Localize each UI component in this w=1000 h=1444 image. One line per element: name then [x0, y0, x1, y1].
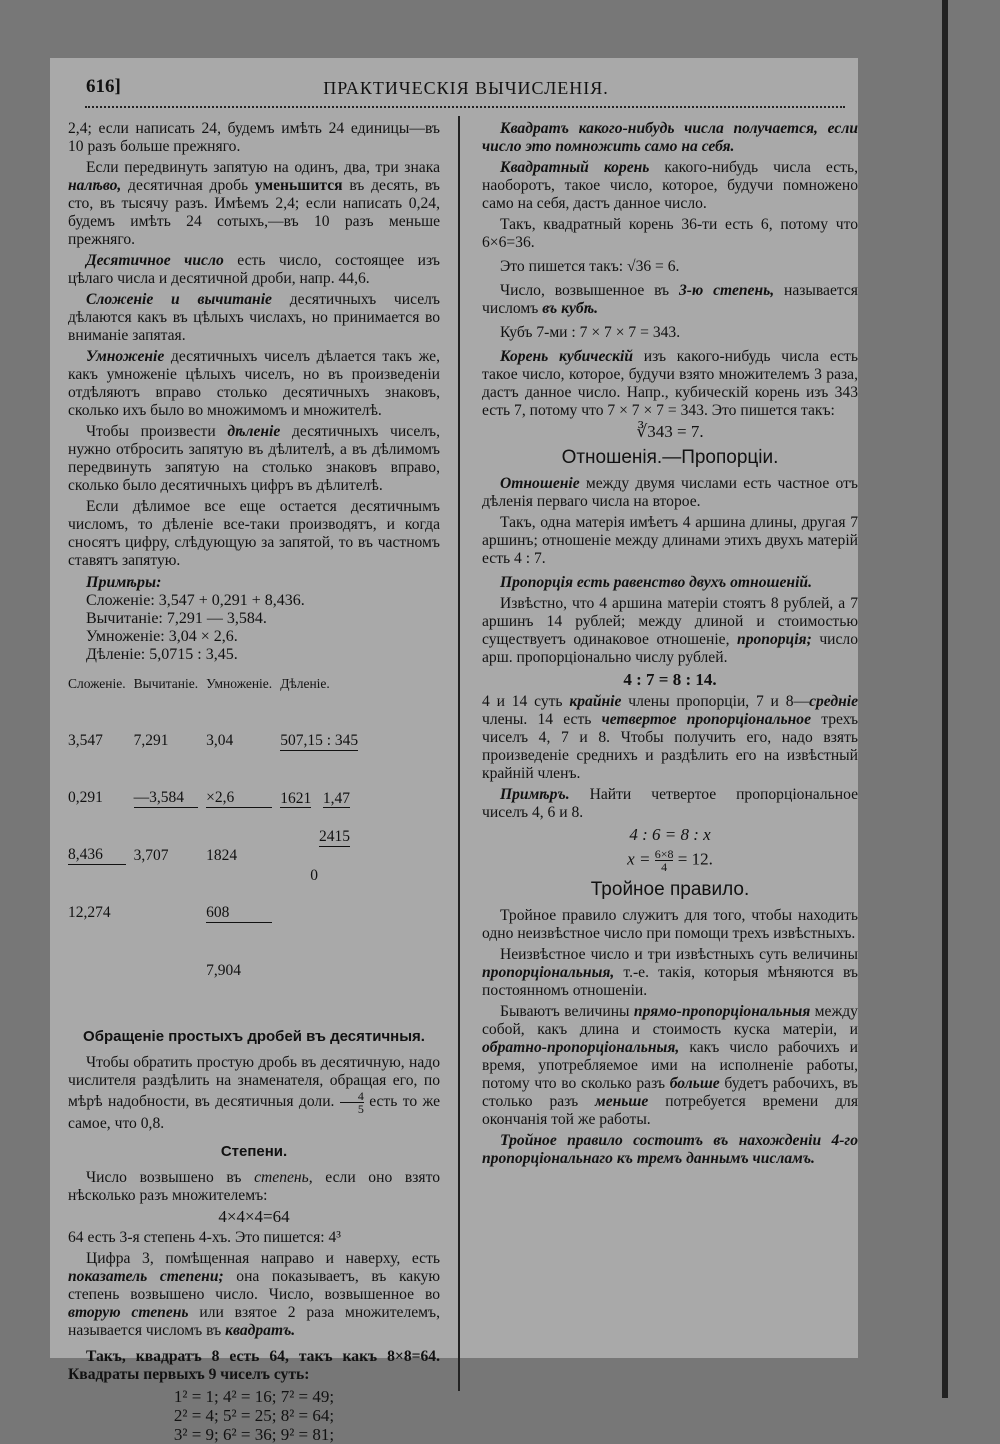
- paragraph: 2,4; если написать 24, будемъ имѣть 24 единицы—въ 10 разъ больше прежняго.: [68, 120, 440, 155]
- example-line: Вычитаніе: 7,291 — 3,584.: [86, 610, 267, 627]
- paragraph: Чтобы обратить простую дробь въ десятичную, надо числителя раздѣлить на знаменателя, обращая его, по мѣрѣ надобности, въ десятичныя доли. $\frac{4}{5}$ есть то же самое, что 0,8.: [68, 1054, 440, 1132]
- formula: 4×4×4=64: [218, 1207, 290, 1226]
- section-title-conversion: Обращеніе простыхъ дробей въ десятичныя.: [83, 1028, 425, 1045]
- multiplication-column: 3,04 ×2,6 1824 608 7,904: [206, 693, 280, 1018]
- running-title: ПРАКТИЧЕСКІЯ ВЫЧИСЛЕНІЯ.: [323, 78, 609, 98]
- paragraph: Если передвинуть запятую на одинъ, два, три знака налѣво, десятичная дробь уменьшится въ десять, въ сто, въ тысячу разъ. Имѣемъ 2,4; если написать 0,24, будемъ имѣть 24 сотыхъ,—въ 10 разъ меньше прежняго.: [68, 159, 440, 248]
- right-column: [482, 120, 858, 1171]
- section-title-triple-rule: Тройное правило.: [590, 879, 750, 900]
- paragraph: Тройное правило состоитъ въ нахожденіи 4-го пропорціональнаго къ тремъ даннымъ числамъ.: [482, 1132, 858, 1167]
- paragraph: Отношеніе между двумя числами есть частное отъ дѣленія перваго числа на второе.: [482, 475, 858, 510]
- book-spine-edge: [942, 0, 948, 1398]
- examples-title: Примѣры:: [86, 574, 162, 591]
- paragraph: Корень кубическій изъ какого-нибудь числа есть такое число, которое, будучи взято множителемъ 3 раза, дастъ данное число. Напр., кубическій корень изъ 343 есть 7, потому что 7 × 7 × 7 = 343. Это пишется такъ:: [482, 348, 858, 419]
- formula: ∛343 = 7.: [636, 422, 704, 441]
- paragraph: Такъ, квадратъ 8 есть 64, такъ какъ 8×8=64. Квадраты первыхъ 9 чиселъ суть:: [68, 1348, 440, 1383]
- page-number: 616]: [86, 76, 121, 97]
- calc-header: Сложеніе.: [68, 676, 126, 691]
- paragraph: Это пишется такъ: √36 = 6.: [500, 258, 680, 275]
- paragraph: Квадратный корень какого-нибудь числа есть, наоборотъ, такое число, которое, будучи помножено само на себя, дастъ данное число.: [482, 159, 858, 212]
- paragraph: Число возвышено въ степень, если оно взято нѣсколько разъ множителемъ:: [68, 1169, 440, 1204]
- paragraph: Бываютъ величины прямо-пропорціональныя между собой, какъ длина и стоимость куска матеріи, и обратно-пропорціональныя, какъ число рабочихъ и время, употребляемое ими на исполненіе работы, потому что во сколько разъ больше будетъ рабочихъ, въ столько разъ меньше потребуется времени для окончанія той же работы.: [482, 1003, 858, 1128]
- column-divider: [458, 116, 460, 1391]
- example-line: Умноженіе: 3,04 × 2,6.: [86, 628, 238, 645]
- fraction: $\frac{6\times 8}{4}$: [654, 847, 674, 874]
- formula: 4 : 7 = 8 : 14.: [623, 670, 717, 689]
- paragraph: Если дѣлимое все еще остается десятичнымъ числомъ, то дѣленіе все-таки производятъ, и когда сносятъ цифру, слѣдующую за запятой, то въ частномъ ставятъ запятую.: [68, 498, 440, 569]
- paragraph: Такъ, квадратный корень 36-ти есть 6, потому что 6×6=36.: [482, 216, 858, 251]
- calc-header: Вычитаніе.: [133, 676, 199, 691]
- examples-block: [68, 574, 440, 664]
- paragraph: Сложеніе и вычитаніе десятичныхъ чиселъ дѣлаются какъ въ цѣлыхъ числахъ, но принимается во вниманіе запятая.: [68, 291, 440, 344]
- example-line: Дѣленіе: 5,0715 : 3,45.: [86, 646, 238, 663]
- paragraph: Извѣстно, что 4 аршина матеріи стоятъ 8 рублей, а 7 аршинъ 14 рублей; между длиной и стоимостью существуетъ одинаковое отношеніе, пропорція; число арш. пропорціонально числу рублей.: [482, 595, 859, 666]
- section-title-powers: Степени.: [220, 1143, 288, 1160]
- page-header: [86, 76, 846, 106]
- paragraph: 64 есть 3-я степень 4-хъ. Это пишется: 4³: [68, 1229, 341, 1246]
- paragraph: Квадратъ какого-нибудь числа получается, если число это помножить само на себя.: [482, 120, 858, 155]
- section-title-relations: Отношенія.—Пропорціи.: [561, 447, 779, 468]
- calc-header: Умноженіе.: [206, 676, 273, 691]
- book-page: [50, 58, 859, 1444]
- fraction: $\frac{4}{5}$: [340, 1090, 364, 1115]
- paragraph: 4 и 14 суть крайніе члены пропорціи, 7 и 8—средніе члены. 14 есть четвертое пропорціональное трехъ чиселъ 4, 7 и 8. Чтобы получить его, надо взять произведеніе среднихъ и раздѣлить его на извѣстный крайній членъ.: [482, 693, 859, 782]
- division-column: 507,15 : 345 1621 1,47 2415 0: [280, 732, 359, 884]
- calculation-table: [68, 674, 366, 1018]
- paragraph: Кубъ 7-ми : 7 × 7 × 7 = 343.: [500, 324, 681, 341]
- squares-list: 1² = 1; 4² = 16; 7² = 49; 2² = 4; 5² = 25; 8² = 64; 3² = 9; 6² = 36; 9² = 81;: [173, 1387, 335, 1444]
- paragraph: Такъ, одна матерія имѣетъ 4 аршина длины, другая 7 аршинъ; отношеніе между длинами этихъ двухъ матерій есть 4 : 7.: [482, 514, 858, 567]
- paragraph: Десятичное число есть число, состоящее изъ цѣлаго числа и десятичной дроби, напр. 44,6.: [68, 252, 440, 287]
- paragraph: Чтобы произвести дѣленіе десятичныхъ чиселъ, нужно отбросить запятую въ дѣлителѣ, а въ дѣлимомъ передвинуть запятую на столько знаковъ вправо, сколько было десятичныхъ цифръ въ дѣлителѣ.: [68, 423, 440, 494]
- subtraction-column: 7,291 —3,584 3,707: [134, 693, 207, 1018]
- paragraph: Пропорція есть равенство двухъ отношеній.: [500, 574, 812, 591]
- addition-column: 3,547 0,291 8,436 12,274: [68, 693, 134, 1018]
- formula: x = $\frac{6\times 8}{4}$ = 12.: [627, 847, 713, 874]
- formula: 4 : 6 = 8 : x: [629, 825, 711, 844]
- paragraph: Неизвѣстное число и три извѣстныхъ суть величины пропорціональныя, т.-е. такія, которыя мѣняются въ постоянномъ отношеніи.: [482, 946, 858, 999]
- paragraph: Умноженіе десятичныхъ чиселъ дѣлается такъ же, какъ умноженіе цѣлыхъ чиселъ, но въ произведеніи отдѣляютъ вправо столько десятичныхъ знаковъ, сколько ихъ было во множимомъ и множителѣ.: [68, 348, 440, 419]
- paragraph: Число, возвышенное въ 3-ю степень, называется числомъ въ кубѣ.: [482, 282, 858, 317]
- paragraph: Примѣръ. Найти четвертое пропорціональное чиселъ 4, 6 и 8.: [482, 786, 858, 821]
- example-line: Сложеніе: 3,547 + 0,291 + 8,436.: [86, 592, 305, 609]
- paragraph: Тройное правило служитъ для того, чтобы находить одно неизвѣстное число при помощи трехъ извѣстныхъ.: [482, 907, 858, 942]
- paragraph: Цифра 3, помѣщенная направо и наверху, есть показатель степени; она показываетъ, въ какую степень возвышено число. Число, возвышенное во вторую степень или взятое 2 раза множителемъ, называется числомъ въ квадратъ.: [68, 1250, 441, 1339]
- left-column: [68, 120, 440, 1444]
- calc-header: Дѣленіе.: [280, 676, 330, 691]
- header-rule: [85, 106, 845, 108]
